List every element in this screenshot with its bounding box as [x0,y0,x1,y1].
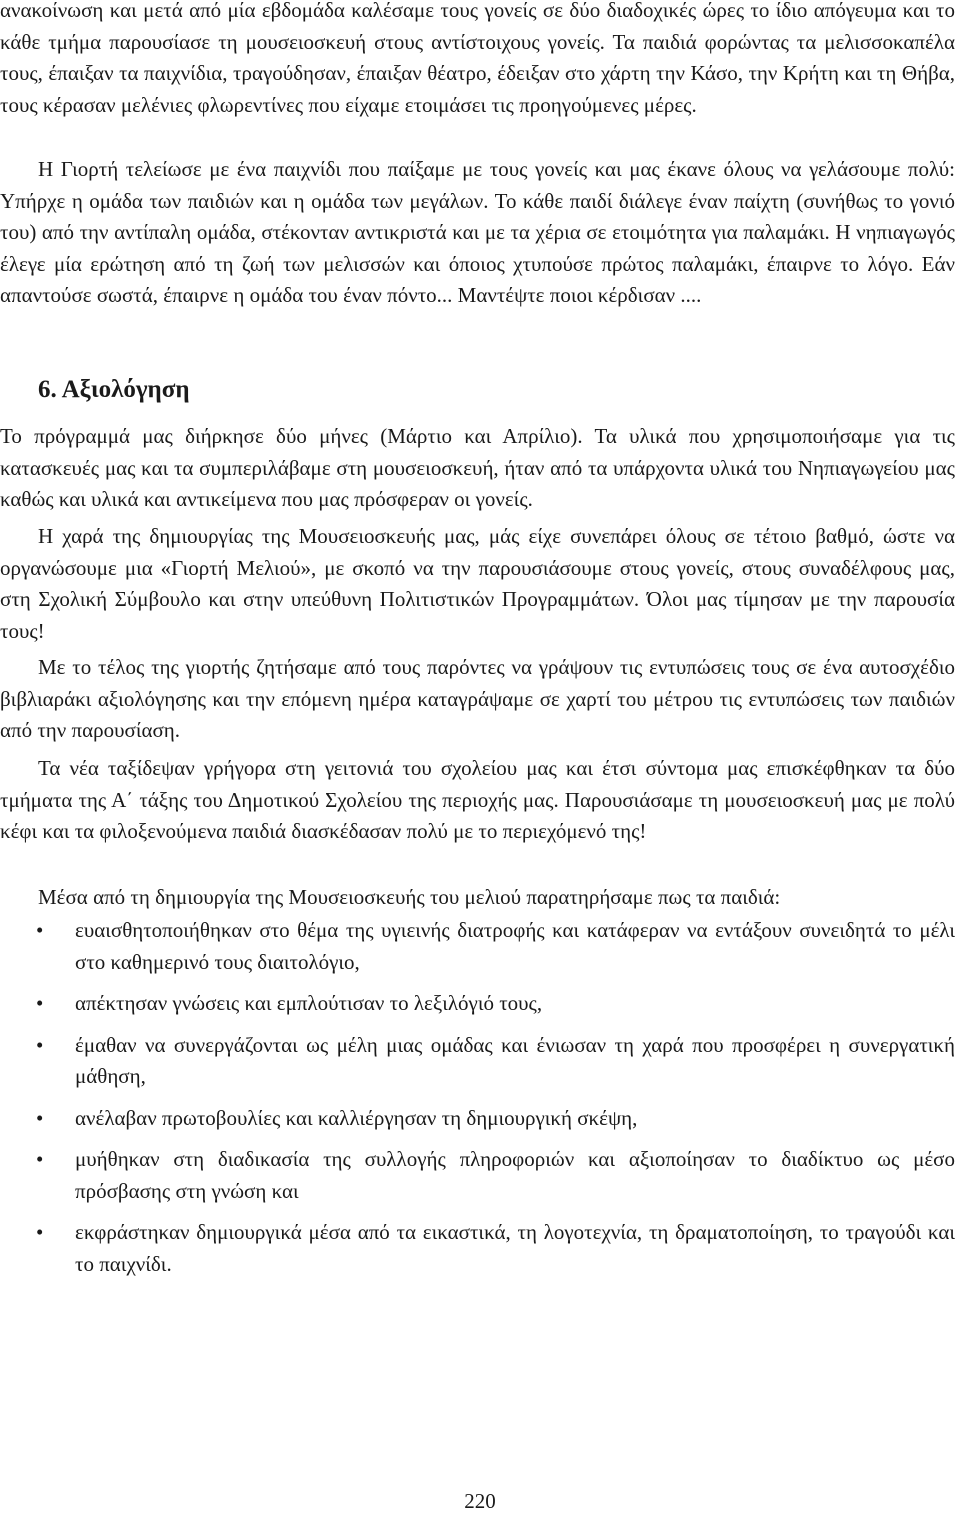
paragraph-observations: Μέσα από τη δημιουργία της Μουσειοσκευής του μελιού παρατηρήσαμε πως τα παιδιά: [38,885,781,909]
bullet-icon: • [36,1032,44,1057]
list-item-text: ανέλαβαν πρωτοβουλίες και καλλιέργησαν τη δημιουργική σκέψη, [75,1105,638,1130]
section-number: 6. [38,376,57,403]
list-item-text: απέκτησαν γνώσεις και εμπλούτισαν το λεξιλόγιό τους, [75,991,543,1015]
outcomes-list [0,915,955,1290]
bullet-icon: • [36,918,44,942]
list-item-text: ευαισθητοποιήθηκαν στο θέμα της υγιεινής διατροφής και κατάφεραν να εντάξουν συνειδητά το μέλι στο καθημερινό τους διαιτολόγιο, [75,918,955,974]
list-item-text: μυήθηκαν στη διαδικασία της συλλογής πληροφοριών και αξιοποίησαν το διαδίκτυο ως μέσο πρόσβασης στη γνώση και [75,1147,955,1203]
list-item-text: έμαθαν να συνεργάζονται ως μέλη μιας ομάδας και ένιωσαν τη χαρά που προσφέρει η συνεργατική μάθηση, [75,1032,955,1088]
list-item [0,988,955,1020]
section-title: Αξιολόγηση [61,376,190,403]
list-item [0,1217,955,1280]
paragraph-game: Η Γιορτή τελείωσε με ένα παιχνίδι που παίξαμε με τους γονείς και μας έκανε όλους να γελάσουμε πολύ: Υπήρχε η ομάδα των παιδιών και η ομάδα των μεγάλων. Το κάθε παιδί διάλεγε έναν παίχτη (συνήθως το γονιό του) από την αντίπαλη ομάδα, στέκονταν αντικριστά και με τα χέρια σε ετοιμότητα για παλαμάκι. Η νηπιαγωγός έλεγε μία ερώτηση από τη ζωή των μελισσών και όποιος χτυπούσε πρώτος παλαμάκι, έπαιρνε το λόγο. Εάν απαντούσε σωστά, έπαιρνε η ομάδα του έναν πόντο... Μαντέψτε ποιοι κέρδισαν .... [0,157,955,307]
list-item [0,1030,955,1093]
paragraph-presentation: ανακοίνωση και μετά από μία εβδομάδα καλέσαμε τους γονείς σε δύο διαδοχικές ώρες το ίδιο απόγευμα και το κάθε τμήμα παρουσίασε τη μουσειοσκευή στους αντίστοιχους γονείς. Τα παιδιά φορώντας τα μελισσοκαπέλα τους, έπαιξαν τα παιχνίδια, τραγούδησαν, έπαιξαν θέατρο, έδειξαν στο χάρτη την Κάσο, την Κρήτη και τη Θήβα, τους κέρασαν μελένιες φλωρεντίνες που είχαμε ετοιμάσει τις προηγούμενες μέρες. [0,0,955,117]
list-item [0,915,955,978]
bullet-icon: • [36,991,44,1015]
page-number: 220 [464,1489,496,1513]
paragraph-visit: Τα νέα ταξίδεψαν γρήγορα στη γειτονιά του σχολείου μας και έτσι σύντομα μας επισκέφθηκαν τα δύο τμήματα της Α΄ τάξης του Δημοτικού Σχολείου της περιοχής μας. Παρουσιάσαμε τη μουσειοσκευή μας με πολύ κέφι και τα φιλοξενούμενα παιδιά διασκέδασαν πολύ με το περιεχόμενό της! [0,756,955,843]
list-item [0,1103,955,1135]
bullet-icon: • [36,1147,44,1171]
paragraph-impressions: Με το τέλος της γιορτής ζητήσαμε από τους παρόντες να γράψουν τις εντυπώσεις τους σε ένα αυτοσχέδιο βιβλιαράκι αξιολόγησης και την επόμενη ημέρα καταγράψαμε σε χαρτί του μέτρου τις εντυπώσεις των παιδιών από την παρουσίαση. [0,655,955,742]
paragraph-duration: Το πρόγραμμά μας διήρκησε δύο μήνες (Μάρτιο και Απρίλιο). Τα υλικά που χρησιμοποιήσαμε για τις κατασκευές μας και τα συμπεριλάβαμε στη μουσειοσκευή, ήταν από τα υπάρχοντα υλικά του Νηπιαγωγείου μας καθώς και υλικά και αντικείμενα που μας πρόσφεραν οι γονείς. [0,424,955,511]
list-item [0,1144,955,1207]
bullet-icon: • [36,1105,44,1130]
paragraph-celebration: Η χαρά της δημιουργίας της Μουσειοσκευής μας, μάς είχε συνεπάρει όλους σε τέτοιο βαθμό, ώστε να οργανώσουμε μια «Γιορτή Μελιού», με σκοπό να την παρουσιάσουμε στους γονείς, στους συναδέλφους μας, στη Σχολική Σύμβουλο και στην υπεύθυνη Πολιτιστικών Προγραμμάτων. Όλοι μας τίμησαν με την παρουσία τους! [0,524,955,643]
bullet-icon: • [36,1220,44,1244]
section-heading [38,372,190,408]
list-item-text: εκφράστηκαν δημιουργικά μέσα από τα εικαστικά, τη λογοτεχνία, τη δραματοποίηση, το τραγούδι και το παιχνίδι. [75,1220,955,1276]
